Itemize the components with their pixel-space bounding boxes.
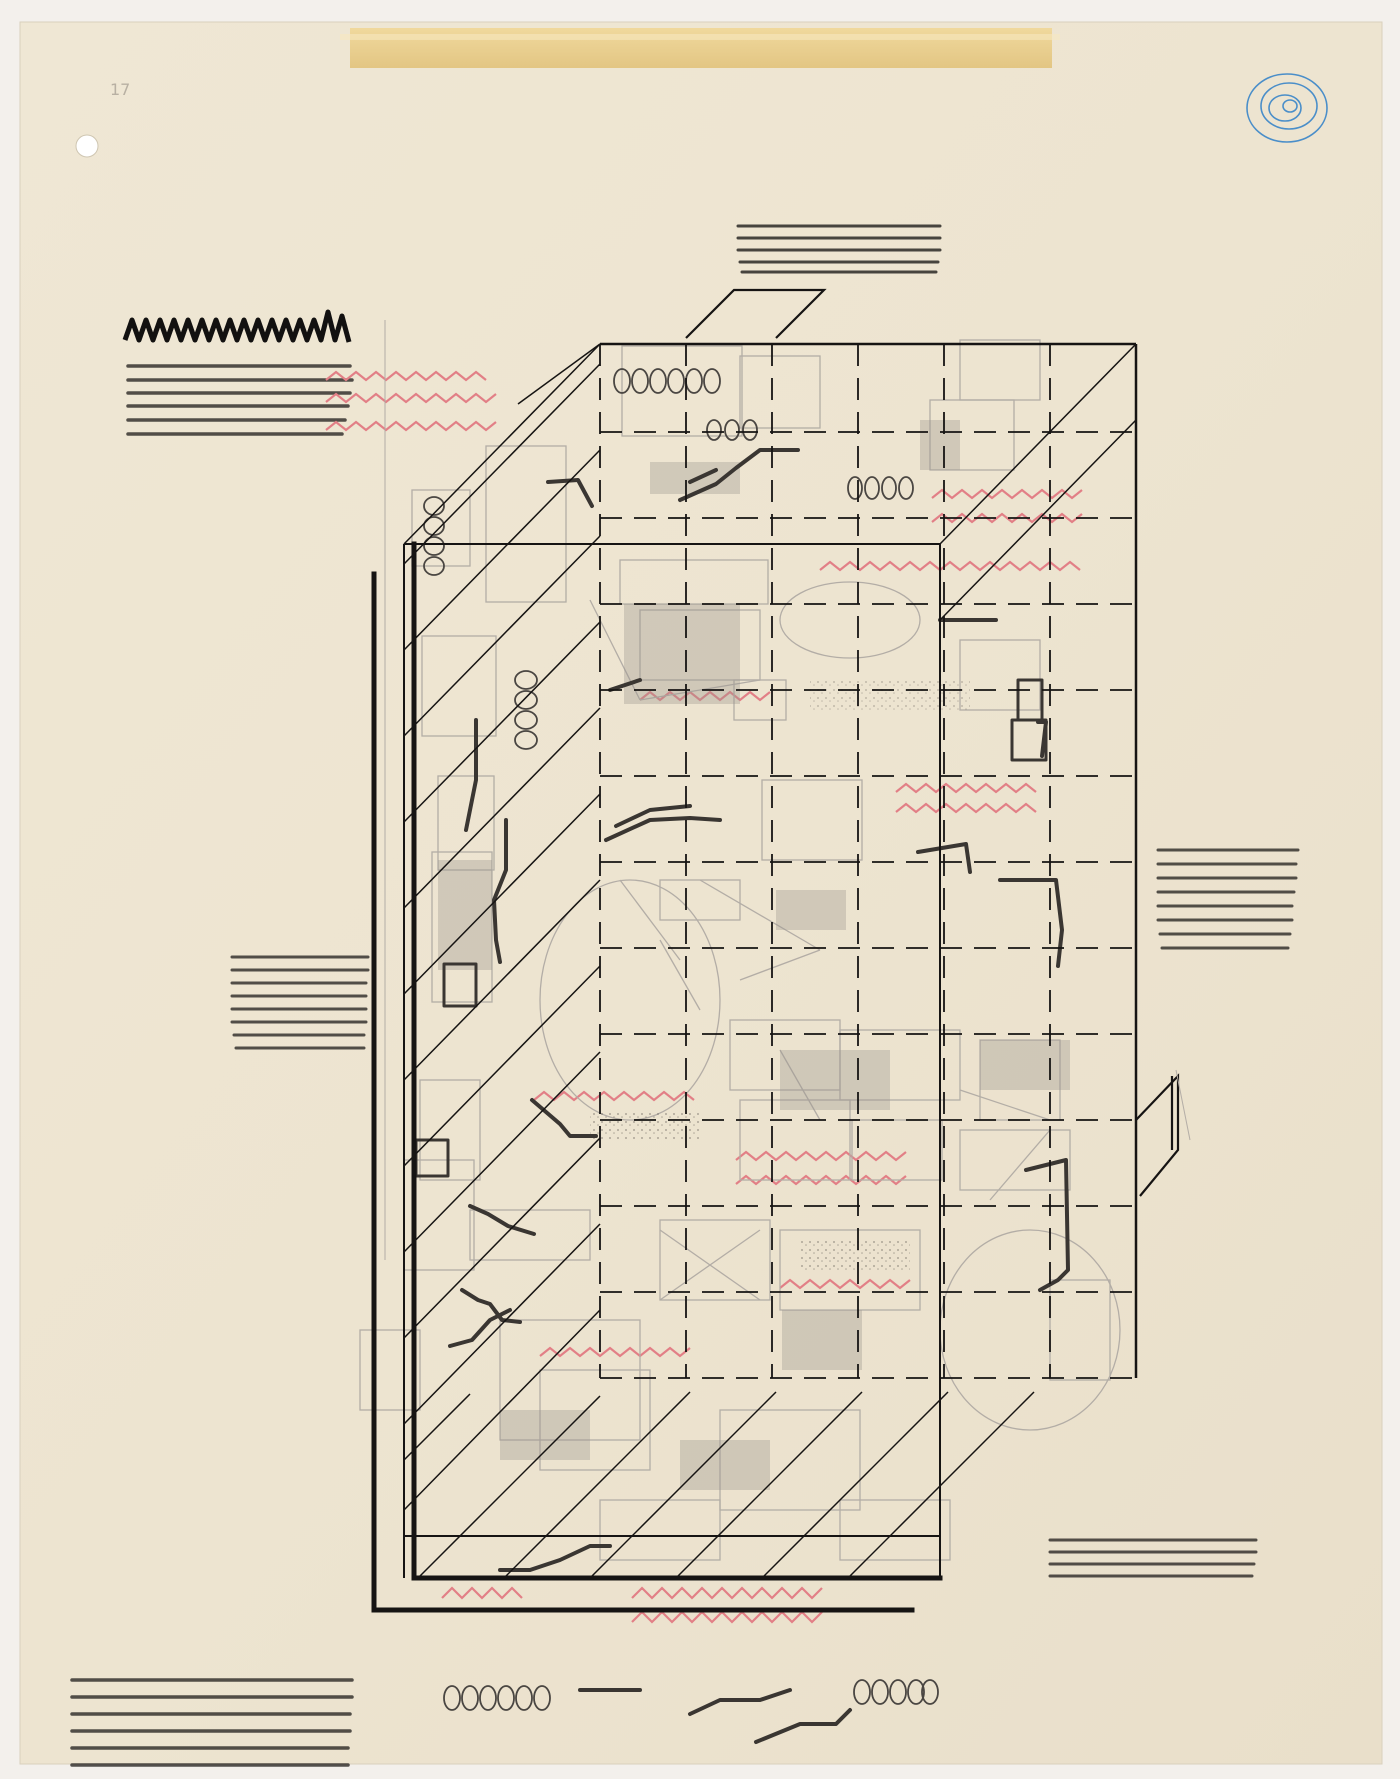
tape-strip <box>340 28 1060 68</box>
punch-hole <box>76 135 98 157</box>
corner-mark: 17 <box>110 80 131 99</box>
